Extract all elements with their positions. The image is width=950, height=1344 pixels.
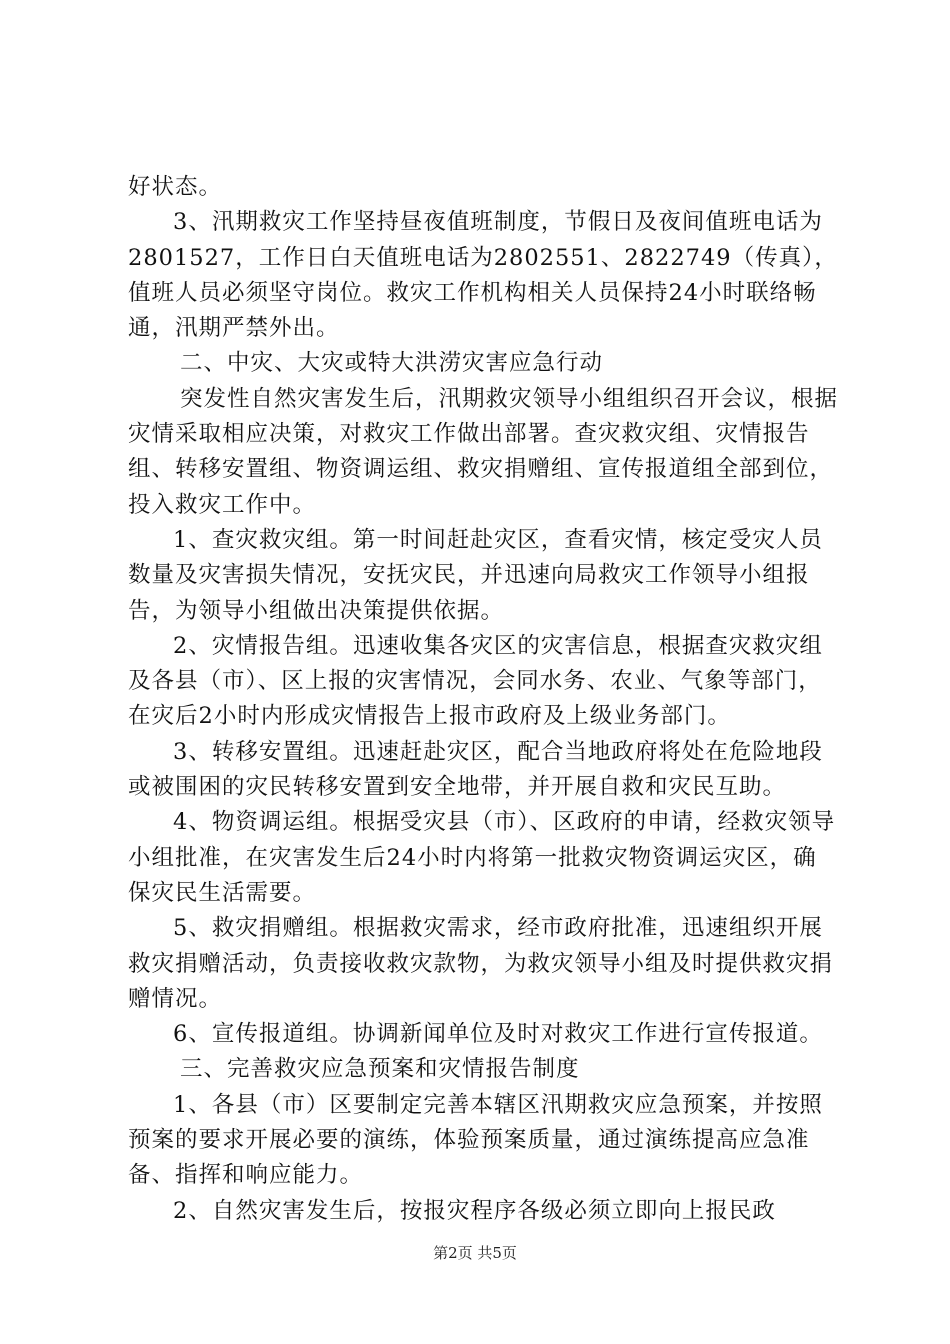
document-body (128, 170, 838, 1229)
paragraph-donation-group: 5、救灾捐赠组。根据救灾需求，经市政府批准，迅速组织开展救灾捐赠活动，负责接收救灾款物，为救灾领导小组及时提供救灾捐赠情况。 (128, 915, 834, 1012)
paragraph-plan-drills: 1、各县（市）区要制定完善本辖区汛期救灾应急预案，并按照预案的要求开展必要的演练，体验预案质量，通过演练提高应急准备、指挥和响应能力。 (128, 1091, 823, 1189)
paragraph-publicity-group: 6、宣传报道组。协调新闻单位及时对救灾工作进行宣传报道。 (173, 1021, 823, 1048)
paragraph-continuation: 好状态。 (128, 174, 223, 200)
paragraph-relocation-group: 3、转移安置组。迅速赶赴灾区，配合当地政府将处在危险地段或被围困的灾民转移安置到安全地带，并开展自救和灾民互助。 (128, 738, 823, 801)
page-number-footer: 第2页 共5页 (433, 1244, 517, 1262)
paragraph-report-group: 2、灾情报告组。迅速收集各灾区的灾害信息，根据查灾救灾组及各县（市）、区上报的灾害情况，会同水务、农业、气象等部门，在灾后2小时内形成灾情报告上报市政府及上级业务部门。 (128, 632, 823, 730)
paragraph-supplies-group: 4、物资调运组。根据受灾县（市）、区政府的申请，经救灾领导小组批准，在灾害发生后24小时内将第一批救灾物资调运灾区，确保灾民生活需要。 (128, 809, 836, 906)
paragraph-survey-group: 1、查灾救灾组。第一时间赶赴灾区，查看灾情，核定受灾人员数量及灾害损失情况，安抚灾民，并迅速向局救灾工作领导小组报告，为领导小组做出决策提供依据。 (128, 526, 823, 624)
paragraph-duty-schedule: 3、汛期救灾工作坚持昼夜值班制度，节假日及夜间值班电话为2801527，工作日白天值班电话为2802551、2822749（传真），值班人员必须坚守岗位。救灾工作机构相关人员保持24小时联络畅通，汛期严禁外出。 (128, 209, 838, 342)
section-heading-plans: 三、完善救灾应急预案和灾情报告制度 (180, 1056, 580, 1083)
paragraph-emergency-overview: 突发性自然灾害发生后，汛期救灾领导小组组织召开会议，根据灾情采取相应决策，对救灾工作做出部署。查灾救灾组、灾情报告组、转移安置组、物资调运组、救灾捐赠组、宣传报道组全部到位，投入救灾工作中。 (128, 385, 839, 518)
paragraph-report-procedure: 2、自然灾害发生后，按报灾程序各级必须立即向上报民政 (173, 1197, 776, 1224)
section-heading-emergency-action: 二、中灾、大灾或特大洪涝灾害应急行动 (180, 350, 604, 377)
